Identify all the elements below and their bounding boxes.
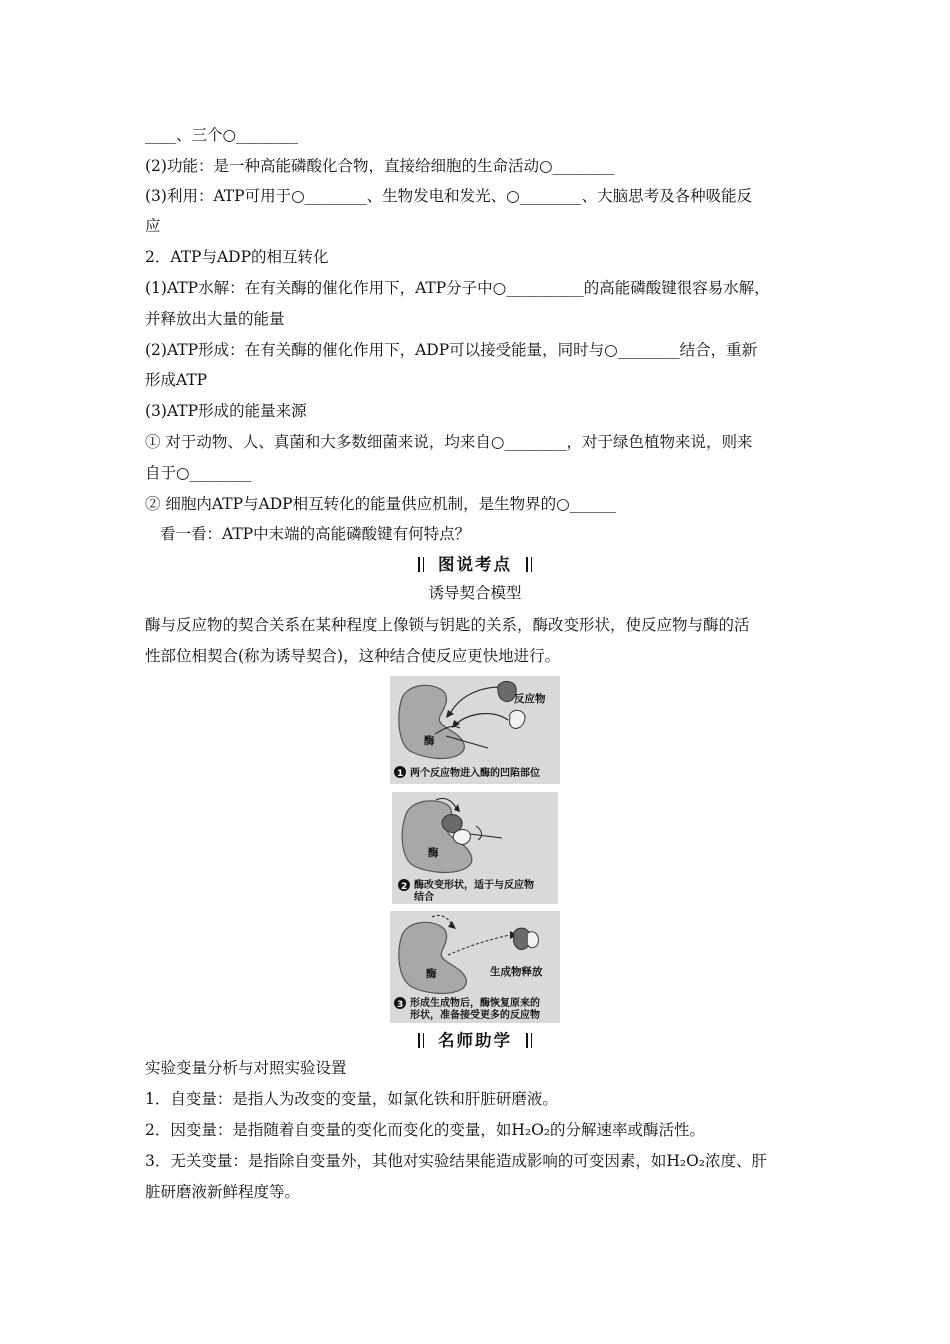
section-heading: 实验变量分析与对照实验设置	[145, 1059, 347, 1077]
text-line: 形成ATP	[145, 371, 208, 389]
paragraph-line: 酶与反应物的契合关系在某种程度上像锁与钥匙的关系，酶改变形状，使反应物与酶的活	[145, 616, 750, 634]
list-item: 脏研磨液新鲜程度等。	[145, 1183, 301, 1201]
banner-title: 图说考点	[438, 555, 512, 574]
text-line: (3)ATP形成的能量来源	[145, 402, 307, 420]
figure-caption: 结合	[414, 892, 434, 903]
text-line: 自于○________	[145, 464, 252, 482]
figure-caption: 两个反应物进入酶的凹陷部位	[410, 768, 540, 779]
enzyme-label: 酶	[426, 968, 437, 980]
enzyme-label: 酶	[424, 735, 435, 747]
text-line: ____、三个○________	[145, 126, 299, 144]
text-line: 应	[145, 217, 161, 235]
text-line: (1)ATP水解：在有关酶的催化作用下，ATP分子中○__________的高能磷酸键很容易水解，	[145, 279, 770, 297]
banner-bar-icon	[418, 557, 424, 572]
banner-title: 名师助学	[438, 1031, 512, 1050]
text-line: (2)ATP形成：在有关酶的催化作用下，ADP可以接受能量，同时与○________结合，重新	[145, 341, 758, 359]
text-line: ① 对于动物、人、真菌和大多数细菌来说，均来自○________，对于绿色植物来说，则来	[145, 433, 753, 451]
list-item: 1．自变量：是指人为改变的变量，如氯化铁和肝脏研磨液。	[145, 1090, 558, 1108]
section-banner-tushuo	[0, 555, 950, 575]
text-line: (2)功能：是一种高能磷酸化合物，直接给细胞的生命活动○________	[145, 157, 615, 175]
section-banner-mingshi	[0, 1031, 950, 1051]
text-line: 2．ATP与ADP的相互转化	[145, 248, 329, 266]
product-label: 生成物释放	[490, 966, 543, 978]
figure-caption: 形成生成物后，酶恢复原来的	[410, 998, 540, 1009]
figure-panel-1	[390, 676, 560, 784]
text-line: ② 细胞内ATP与ADP相互转化的能量供应机制，是生物界的○______	[145, 495, 617, 513]
enzyme-label: 酶	[428, 847, 439, 859]
step-number: 3	[397, 1000, 404, 1010]
text-line: 并释放出大量的能量	[145, 310, 285, 328]
step-number: 1	[397, 769, 404, 779]
figure-panel-2	[392, 792, 558, 904]
banner-bar-icon	[526, 1033, 532, 1048]
list-item: 3．无关变量：是指除自变量外，其他对实验结果能造成影响的可变因素，如H₂O₂浓度、肝	[145, 1152, 768, 1170]
text-line: 看一看：ATP中末端的高能磷酸键有何特点？	[160, 525, 471, 543]
figure-subtitle: 诱导契合模型	[428, 584, 522, 602]
figure-caption: 酶改变形状，适于与反应物	[414, 880, 534, 891]
figure-panel-3	[390, 911, 560, 1023]
banner-bar-icon	[526, 557, 532, 572]
step-number: 2	[401, 882, 408, 892]
banner-bar-icon	[418, 1033, 424, 1048]
paragraph-line: 性部位相契合(称为诱导契合)，这种结合使反应更快地进行。	[145, 647, 561, 665]
list-item: 2．因变量：是指随着自变量的变化而变化的变量，如H₂O₂的分解速率或酶活性。	[145, 1121, 706, 1139]
figure-caption: 形状，准备接受更多的反应物	[410, 1010, 540, 1021]
reactant-label: 反应物	[514, 693, 546, 705]
text-line: (3)利用：ATP可用于○________、生物发电和发光、○________、大脑思考及各种吸能反	[145, 187, 753, 205]
